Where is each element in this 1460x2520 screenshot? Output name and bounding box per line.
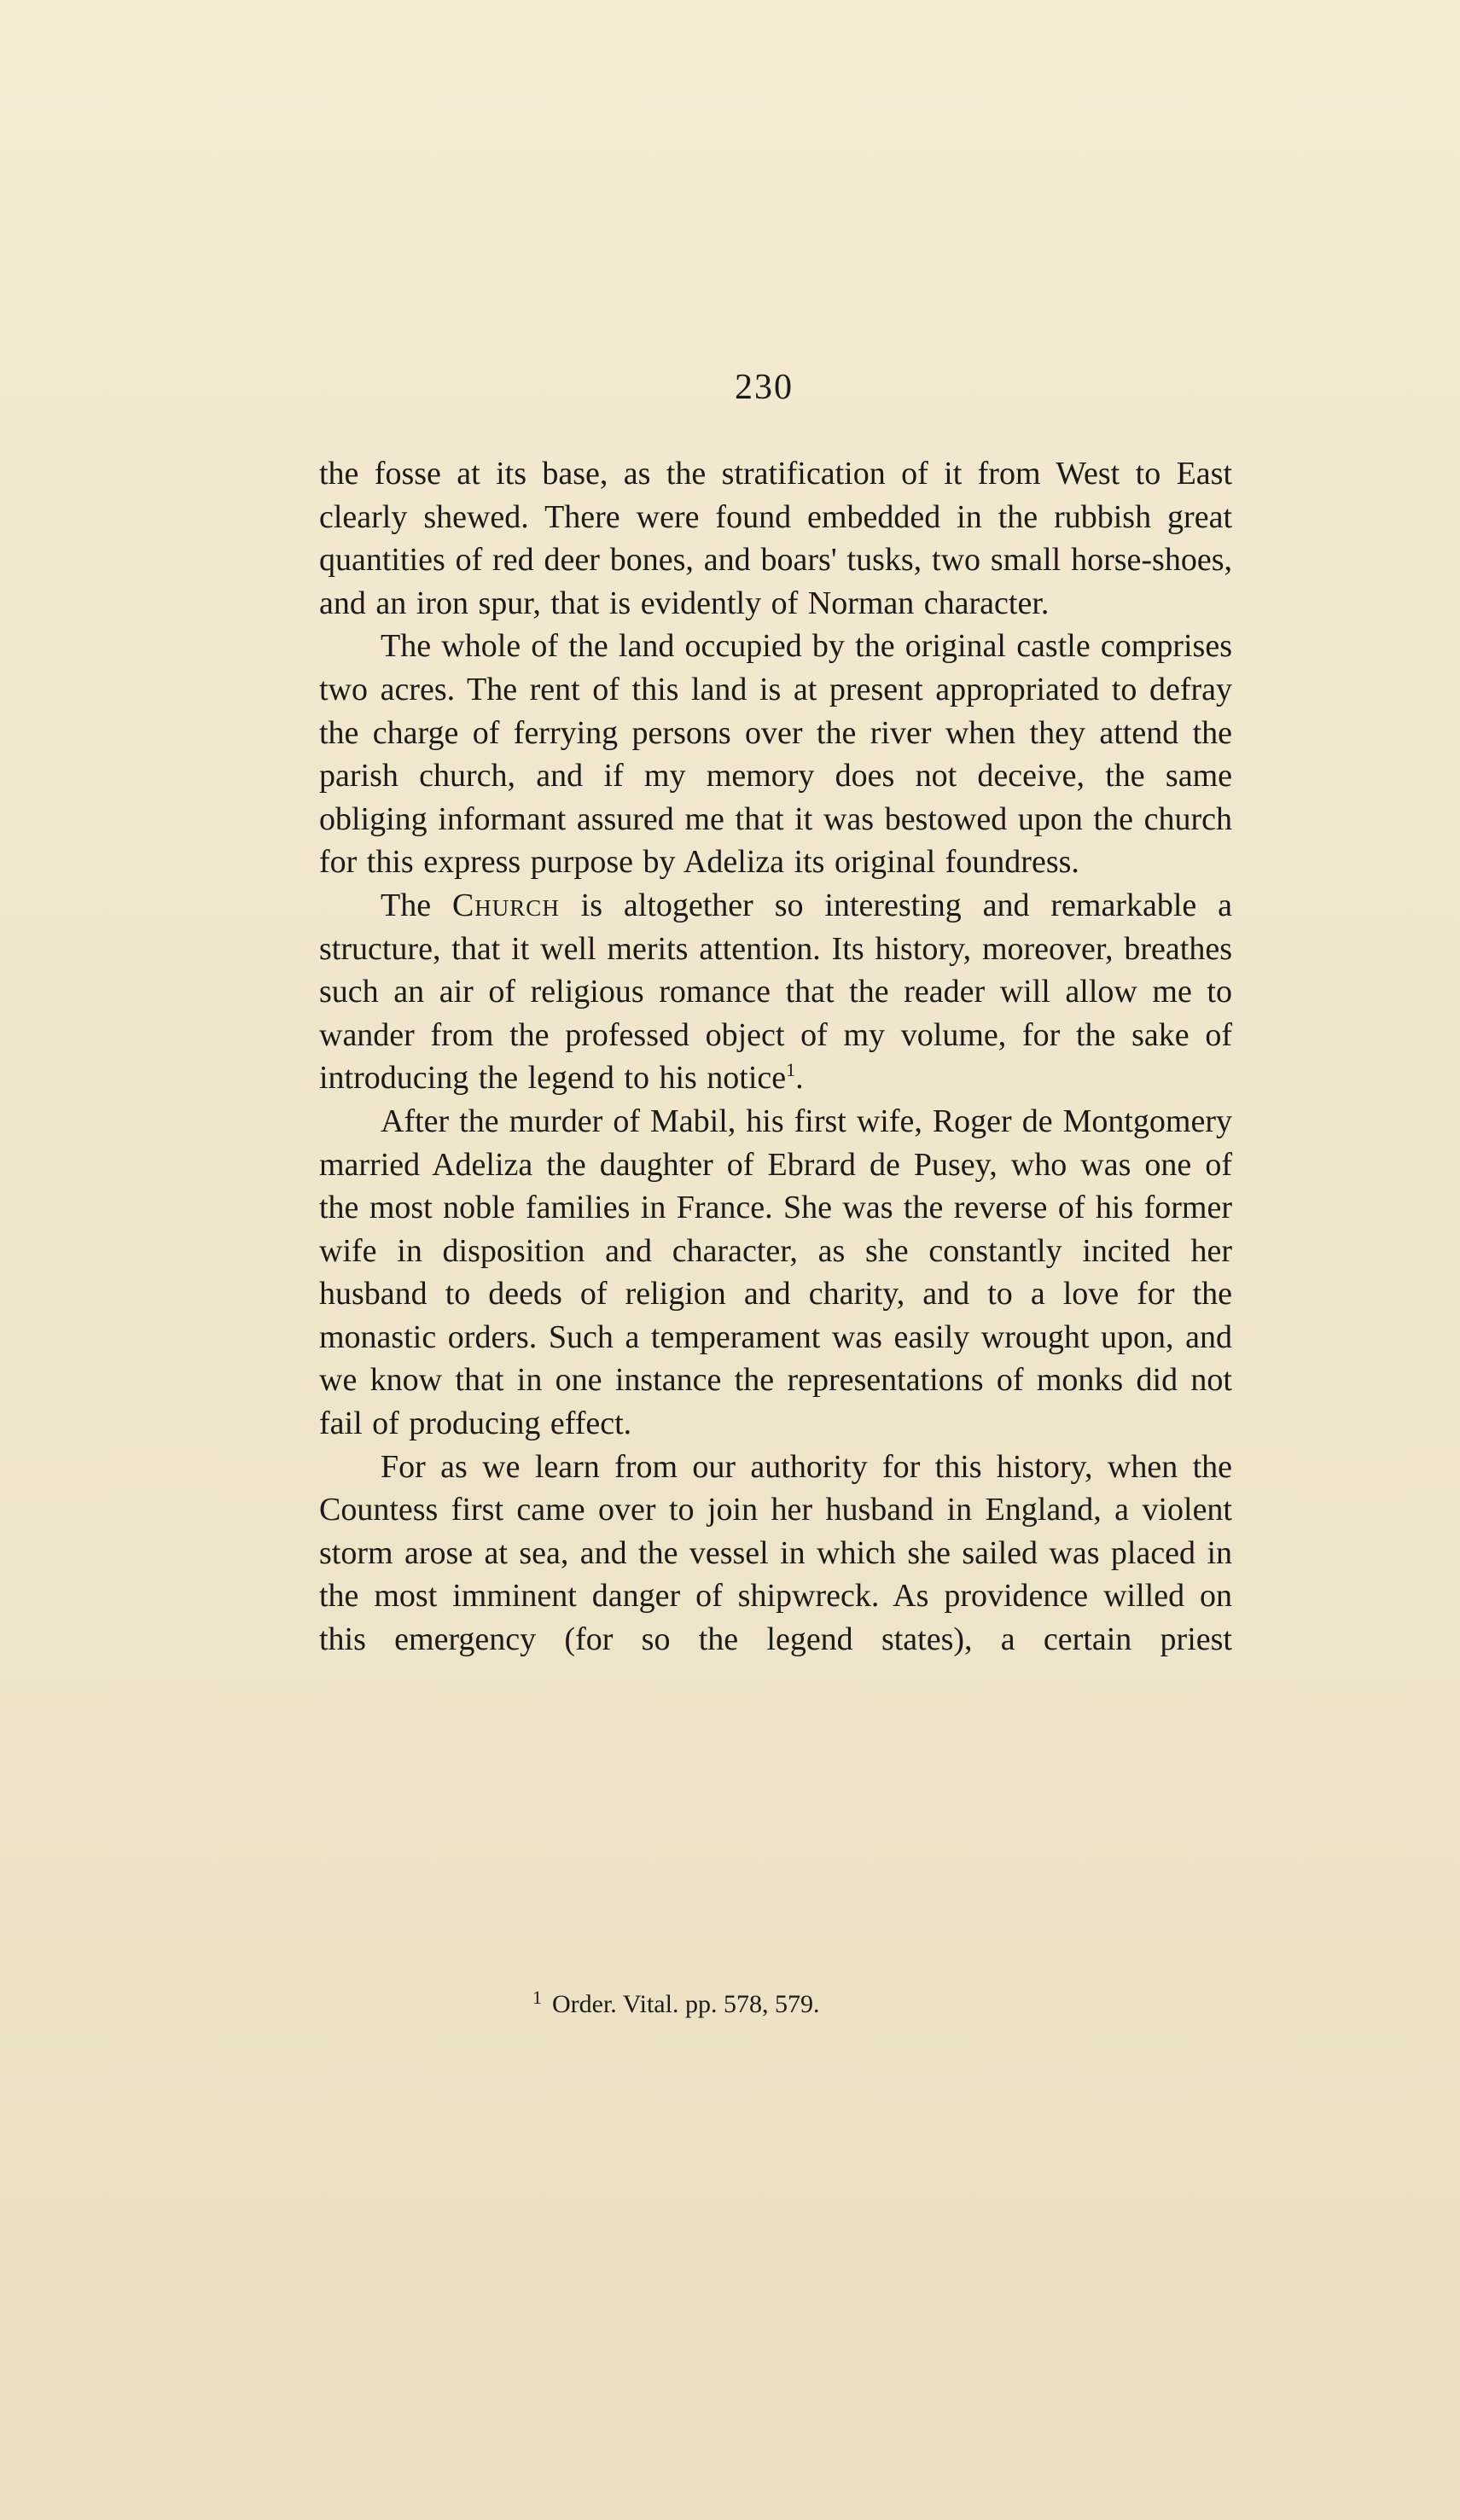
page-number: 230: [735, 368, 794, 407]
footnote-mark: 1: [532, 1987, 542, 2008]
paragraph: For as we learn from our authority for this history, when the Countess first came over to join her husband in England, a violent storm arose at sea, and the vessel in which she sailed was placed in the most imminent danger of shipwreck. As providence willed on this emergency (for so the legend states), a certain priest: [319, 1448, 1232, 1658]
paragraph: After the murder of Mabil, his first wife, Roger de Montgomery married Adeliza the daughter of Ebrard de Pusey, who was one of the most noble families in France. She was the reverse of his former wife in disposition and character, as she constantly incited her husband to deeds of religion and charity, and to a love for the monastic orders. Such a temperament was easily wrought upon, and we know that in one instance the representations of monks did not fail of producing effect.: [319, 1103, 1232, 1442]
small-caps-term: Church: [451, 887, 560, 923]
paragraph: The whole of the land occupied by the original castle comprises two acres. The rent of this land is at present appropriated to defray the charge of ferrying persons over the river when they attend the parish church, and if my memory does not deceive, the same obliging informant assured me that it was bestowed upon the church for this express purpose by Adeliza its original foundress.: [319, 628, 1232, 881]
footnote-text: Order. Vital. pp. 578, 579.: [552, 1990, 820, 2018]
footnote: [532, 1987, 819, 2019]
paragraph-text: is altogether so interesting and remarkable a structure, that it well merits attention. Its history, moreover, breathes such an air of religious romance that the reader will allow me to wander from the professed object of my volume, for the sake of introducing the legend to his notice: [319, 887, 1232, 1097]
body-text: [319, 452, 1232, 1662]
footnote-reference: 1: [786, 1059, 796, 1081]
paragraph-text: .: [795, 1060, 804, 1097]
paragraph: the fosse at its base, as the stratification of it from West to East clearly shewed. There were found embedded in the rubbish great quantities of red deer bones, and boars' tusks, two small horse-shoes, and an iron spur, that is evidently of Norman character.: [319, 456, 1232, 621]
paragraph: [319, 884, 1232, 1100]
paragraph-text: The: [381, 887, 452, 923]
